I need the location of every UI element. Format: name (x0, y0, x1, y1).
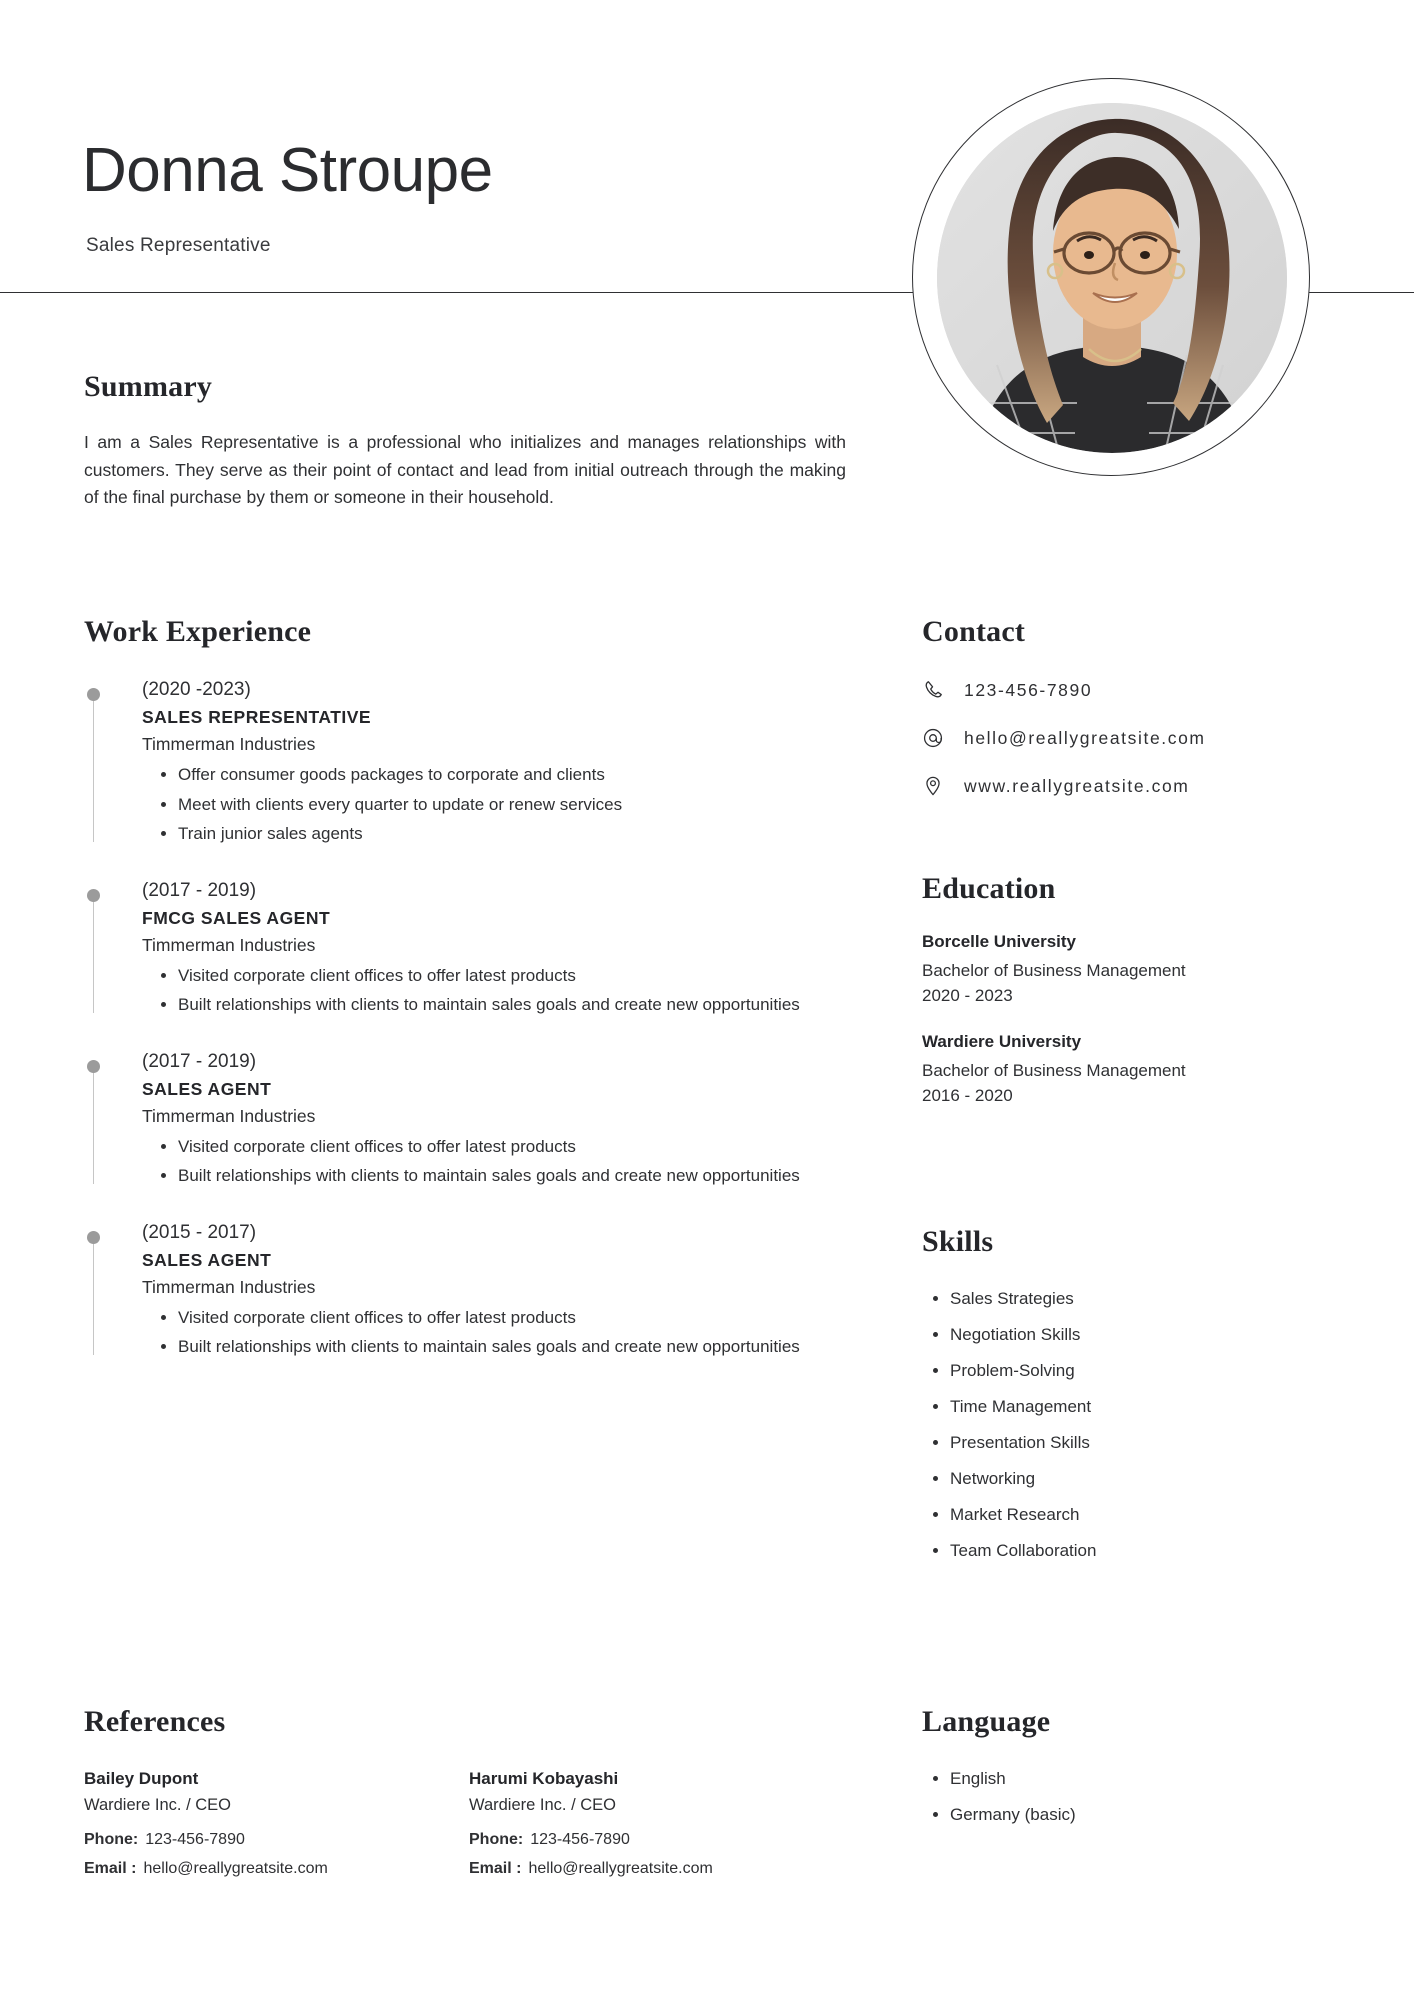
reference-phone-label: Phone: (469, 1831, 524, 1848)
contact-website-row (922, 773, 1352, 799)
skills-list (922, 1289, 1352, 1561)
list-item: • Train junior sales agents (178, 820, 844, 848)
job-role-subtitle: Sales Representative (86, 235, 271, 256)
work-item-bullets (142, 1133, 844, 1190)
language-heading: Language (922, 1705, 1051, 1738)
language-list (922, 1769, 1352, 1825)
skills-section (922, 1225, 1352, 1577)
summary-text: I am a Sales Representative is a professional who initializes and manages relationships with customers. They serve as their point of contact and lead from initial outreach through the making of the final purchase by them or someone in their household. (84, 432, 846, 508)
timeline-line (93, 1073, 94, 1184)
phone-icon (922, 677, 952, 703)
reference-phone-value: 123-456-7890 (145, 1831, 245, 1848)
work-item-date: (2017 - 2019) (142, 879, 257, 901)
education-heading: Education (922, 872, 1056, 905)
timeline-line (93, 1244, 94, 1355)
summary-section (84, 370, 844, 512)
reference-role: Wardiere Inc. / CEO (469, 1796, 617, 1814)
work-item-position: FMCG SALES AGENT (142, 907, 331, 928)
work-item (84, 1222, 844, 1361)
timeline-dot-icon (87, 1060, 100, 1073)
reference-email-value: hello@reallygreatsite.com (143, 1860, 328, 1877)
reference-phone (469, 1831, 854, 1849)
contact-list (922, 677, 1352, 799)
reference-item (84, 1769, 469, 1889)
education-years: 2020 - 2023 (922, 986, 1013, 1005)
list-item: • Sales Strategies (950, 1289, 1352, 1309)
education-list (922, 932, 1352, 1106)
email-icon (922, 725, 952, 751)
language-section (922, 1705, 1352, 1841)
education-degree: Bachelor of Business Management (922, 1061, 1186, 1080)
reference-role: Wardiere Inc. / CEO (84, 1796, 232, 1814)
list-item: • Offer consumer goods packages to corporate and clients (178, 761, 844, 789)
work-item-position: SALES REPRESENTATIVE (142, 707, 372, 727)
work-item-bullets (142, 1304, 844, 1361)
work-item (84, 880, 844, 1019)
reference-email-label: Email : (84, 1860, 137, 1877)
portrait-photo-icon (937, 103, 1287, 453)
work-experience-section (84, 615, 844, 1363)
list-item: • Built relationships with clients to maintain sales goals and create new opportunities (178, 991, 844, 1019)
references-section (84, 1705, 864, 1889)
list-item: • Presentation Skills (950, 1433, 1352, 1453)
education-school: Borcelle University (922, 932, 1077, 951)
timeline-dot-icon (87, 889, 100, 902)
reference-phone (84, 1831, 469, 1849)
contact-section (922, 615, 1352, 821)
list-item: • Networking (950, 1469, 1352, 1489)
list-item: • English (950, 1769, 1352, 1789)
work-item-position: SALES AGENT (142, 1249, 272, 1270)
skills-heading: Skills (922, 1225, 994, 1258)
references-heading: References (84, 1705, 226, 1738)
reference-email-value: hello@reallygreatsite.com (528, 1860, 713, 1877)
timeline-dot-icon (87, 688, 100, 701)
work-item-company: Timmerman Industries (142, 934, 316, 955)
contact-email-value: hello@reallygreatsite.com (964, 727, 1206, 748)
contact-phone-value: 123-456-7890 (964, 679, 1093, 700)
contact-heading: Contact (922, 615, 1026, 648)
contact-email-row (922, 725, 1352, 751)
list-item: • Team Collaboration (950, 1541, 1352, 1561)
timeline-line (93, 902, 94, 1013)
list-item: • Meet with clients every quarter to update or renew services (178, 791, 844, 819)
education-item (922, 932, 1352, 1006)
list-item: • Visited corporate client offices to offer latest products (178, 1304, 844, 1332)
work-experience-list (84, 679, 844, 1361)
reference-name: Bailey Dupont (84, 1769, 199, 1788)
list-item: • Market Research (950, 1505, 1352, 1525)
references-list (84, 1769, 864, 1889)
education-school: Wardiere University (922, 1032, 1082, 1051)
contact-website-value: www.reallygreatsite.com (964, 775, 1190, 796)
location-icon (922, 773, 952, 799)
avatar (912, 78, 1310, 476)
avatar-image (937, 103, 1287, 453)
reference-email (84, 1860, 469, 1878)
education-section (922, 872, 1352, 1132)
work-item-company: Timmerman Industries (142, 734, 316, 754)
work-item-date: (2017 - 2019) (142, 1050, 257, 1072)
summary-heading: Summary (84, 370, 213, 403)
reference-name: Harumi Kobayashi (469, 1769, 619, 1788)
timeline-line (93, 701, 94, 842)
work-item-date: (2015 - 2017) (142, 1221, 257, 1243)
work-item-company: Timmerman Industries (142, 1276, 316, 1297)
reference-phone-label: Phone: (84, 1831, 139, 1848)
page-title: Donna Stroupe (82, 136, 493, 205)
timeline-dot-icon (87, 1231, 100, 1244)
work-item-bullets (142, 962, 844, 1019)
education-years: 2016 - 2020 (922, 1086, 1013, 1105)
reference-email (469, 1860, 854, 1878)
education-degree: Bachelor of Business Management (922, 961, 1186, 980)
education-item (922, 1032, 1352, 1106)
list-item: • Built relationships with clients to maintain sales goals and create new opportunities (178, 1162, 844, 1190)
list-item: • Built relationships with clients to maintain sales goals and create new opportunities (178, 1333, 844, 1361)
list-item: • Visited corporate client offices to offer latest products (178, 1133, 844, 1161)
list-item: • Visited corporate client offices to offer latest products (178, 962, 844, 990)
work-item-bullets (142, 761, 844, 848)
contact-phone-row (922, 677, 1352, 703)
list-item: • Time Management (950, 1397, 1352, 1417)
reference-email-label: Email : (469, 1860, 522, 1877)
reference-phone-value: 123-456-7890 (530, 1831, 630, 1848)
work-experience-heading: Work Experience (84, 615, 312, 648)
reference-item (469, 1769, 854, 1889)
list-item: • Problem-Solving (950, 1361, 1352, 1381)
work-item-company: Timmerman Industries (142, 1105, 316, 1126)
work-item-position: SALES AGENT (142, 1078, 272, 1099)
work-item (84, 1051, 844, 1190)
list-item: • Germany (basic) (950, 1805, 1352, 1825)
work-item-date: (2020 -2023) (142, 679, 251, 700)
list-item: • Negotiation Skills (950, 1325, 1352, 1345)
work-item (84, 679, 844, 848)
